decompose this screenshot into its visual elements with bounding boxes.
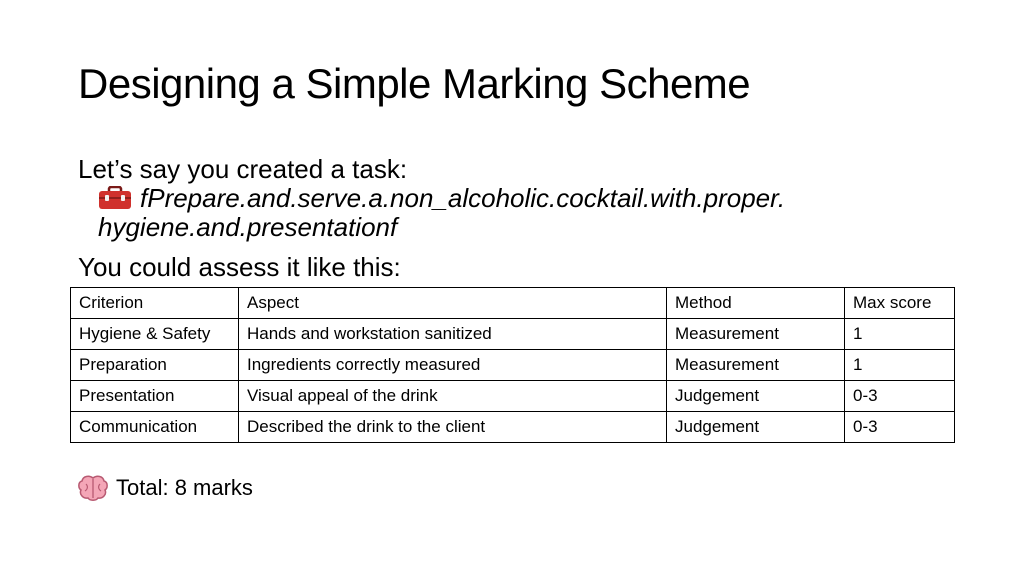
task-text: fPrepare.and.serve.a.non_alcoholic.cocktail.with.proper. hygiene.and.presentationf xyxy=(98,183,786,242)
table-cell: 1 xyxy=(845,350,955,381)
table-cell: Presentation xyxy=(71,381,239,412)
table-cell: Judgement xyxy=(667,381,845,412)
table-cell: Visual appeal of the drink xyxy=(239,381,667,412)
header-criterion: Criterion xyxy=(71,288,239,319)
table-cell: Hygiene & Safety xyxy=(71,319,239,350)
table-cell: Preparation xyxy=(71,350,239,381)
table-cell: Judgement xyxy=(667,412,845,443)
table-row xyxy=(71,381,955,412)
table-cell: Described the drink to the client xyxy=(239,412,667,443)
slide-title: Designing a Simple Marking Scheme xyxy=(78,60,751,107)
table-cell: Ingredients correctly measured xyxy=(239,350,667,381)
intro-text: Let’s say you created a task: xyxy=(78,154,408,184)
table-cell: Measurement xyxy=(667,350,845,381)
header-method: Method xyxy=(667,288,845,319)
table-cell: 0-3 xyxy=(845,381,955,412)
header-max-score: Max score xyxy=(845,288,955,319)
table-row xyxy=(71,319,955,350)
table-cell: Communication xyxy=(71,412,239,443)
table-cell: 0-3 xyxy=(845,412,955,443)
table-row xyxy=(71,350,955,381)
table-row xyxy=(71,412,955,443)
marking-scheme-table xyxy=(70,287,955,443)
total-text: Total: 8 marks xyxy=(116,475,253,500)
header-aspect: Aspect xyxy=(239,288,667,319)
brain-icon xyxy=(78,475,108,510)
table-cell: 1 xyxy=(845,319,955,350)
table-header-row xyxy=(71,288,955,319)
task-description xyxy=(98,184,898,242)
toolbox-icon xyxy=(98,186,132,210)
table-cell: Measurement xyxy=(667,319,845,350)
table-cell: Hands and workstation sanitized xyxy=(239,319,667,350)
assess-text: You could assess it like this: xyxy=(78,252,401,282)
total-line xyxy=(78,472,253,510)
